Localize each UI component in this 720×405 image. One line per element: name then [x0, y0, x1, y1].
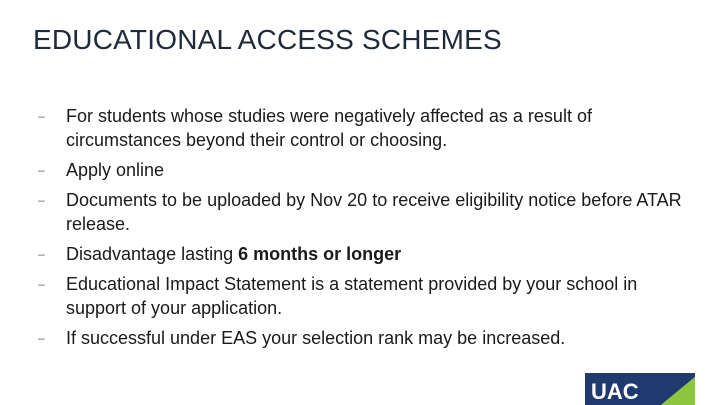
slide-title: EDUCATIONAL ACCESS SCHEMES [33, 24, 502, 55]
bullet-dash-icon: – [38, 247, 45, 261]
bullet-dash-icon: – [38, 193, 45, 207]
bullet-item [38, 242, 688, 266]
bullet-dash-icon: – [38, 277, 45, 291]
bullet-dash-icon: – [38, 163, 45, 177]
bullet-text: Documents to be uploaded by Nov 20 to receive eligibility notice before ATAR release. [66, 190, 682, 234]
bullet-dash-icon: – [38, 109, 45, 123]
bullet-text: Educational Impact Statement is a statement provided by your school in support of your application. [66, 274, 638, 318]
bullet-item [38, 104, 688, 152]
bullet-text: Apply online [66, 160, 165, 180]
uac-logo [585, 373, 695, 405]
bullet-text: For students whose studies were negatively affected as a result of circumstances beyond their control or choosing. [66, 106, 592, 150]
uac-logo-icon [585, 373, 695, 405]
bullet-dash-icon: – [38, 331, 45, 345]
uac-logo-text: UAC [591, 379, 639, 404]
bullet-text: If successful under EAS your selection rank may be increased. [66, 328, 566, 348]
bullet-item [38, 272, 688, 320]
bullet-item [38, 188, 688, 236]
bullet-bold-text: 6 months or longer [238, 244, 402, 264]
bullet-list [38, 104, 688, 356]
bullet-item [38, 158, 688, 182]
bullet-text: Disadvantage lasting [66, 244, 239, 264]
bullet-item [38, 326, 688, 350]
